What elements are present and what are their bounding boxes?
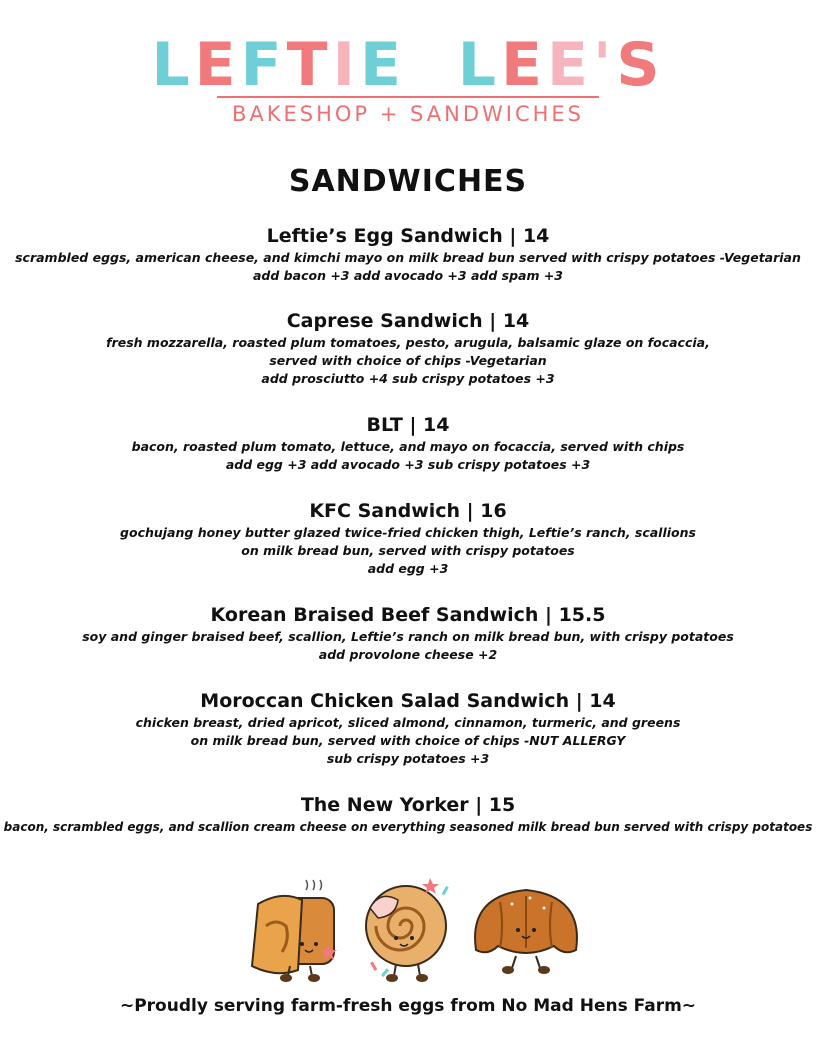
menu-item-name: Leftie’s Egg Sandwich | 14 [266, 225, 550, 247]
milk-bread-loaf-icon [252, 880, 337, 982]
menu-item-description: gochujang honey butter glazed twice-fried chicken thigh, Leftie’s ranch, scallions [120, 525, 696, 540]
footer-tagline: ~Proudly serving farm-fresh eggs from No Mad Hens Farm~ [119, 996, 697, 1016]
menu-item-description [0, 732, 816, 750]
logo-letter: F [240, 30, 287, 100]
menu-item-description: chicken breast, dried apricot, sliced almond, cinnamon, turmeric, and greens [135, 715, 681, 730]
logo-letter: I [332, 30, 360, 100]
menu-item-description: soy and ginger braised beef, scallion, Leftie’s ranch on milk bread bun, with crispy potatoes [82, 629, 734, 644]
menu-item-addons: add prosciutto +4 sub crispy potatoes +3 [261, 371, 555, 386]
menu-item-name: BLT | 14 [366, 414, 450, 436]
menu-item-addons: sub crispy potatoes +3 [326, 751, 490, 766]
menu-item-name: The New Yorker | 15 [300, 794, 516, 816]
menu-item [0, 602, 816, 664]
description-text: on milk bread bun, served with choice of chips - [190, 733, 530, 748]
menu-item-addons: add provolone cheese +2 [318, 647, 498, 662]
dietary-tag: -Vegetarian [465, 353, 547, 368]
menu-item [0, 223, 816, 285]
menu-item-name: Korean Braised Beef Sandwich | 15.5 [210, 604, 606, 626]
logo-letter: L [151, 30, 195, 100]
description-text: served with choice of chips [269, 353, 466, 368]
description-text: scrambled eggs, american cheese, and kimchi mayo on milk bread bun served with crispy potatoes [15, 250, 720, 265]
menu-item [0, 308, 816, 388]
logo-letter: E [546, 30, 593, 100]
logo-subtitle: BAKESHOP + SANDWICHES [231, 102, 585, 126]
pastry-illustrations [0, 868, 816, 988]
allergy-tag: NUT ALLERGY [529, 733, 626, 748]
menu-item-name: KFC Sandwich | 16 [309, 500, 507, 522]
logo-letter: E [500, 30, 547, 100]
menu-item-description: on milk bread bun, served with crispy potatoes [241, 543, 575, 558]
menu-item [0, 498, 816, 578]
menu-item-description [0, 249, 816, 267]
pastry-characters [0, 868, 816, 988]
logo-letter: E [359, 30, 406, 100]
logo-letter: T [286, 30, 333, 100]
menu-item-name: Caprese Sandwich | 14 [286, 310, 530, 332]
section-title: SANDWICHES [288, 164, 528, 199]
menu-item-description: bacon, roasted plum tomato, lettuce, and mayo on focaccia, served with chips [131, 439, 685, 454]
croissant-icon [475, 890, 577, 974]
logo-letter: S [616, 30, 665, 100]
menu-item-addons: add egg +3 add avocado +3 sub crispy potatoes +3 [225, 457, 591, 472]
logo-title [151, 30, 665, 100]
logo-letter: ' [592, 30, 617, 100]
menu-item [0, 792, 816, 836]
menu-item-addons: add egg +3 [367, 561, 449, 576]
cinnamon-roll-icon [366, 878, 449, 982]
menu-item-name: Moroccan Chicken Salad Sandwich | 14 [200, 690, 616, 712]
menu-item-description [0, 352, 816, 370]
menu-item [0, 412, 816, 474]
logo [0, 30, 816, 126]
logo-letter: L [457, 30, 501, 100]
menu-item-addons: add bacon +3 add avocado +3 add spam +3 [253, 268, 563, 283]
menu-item-description: fresh mozzarella, roasted plum tomatoes, pesto, arugula, balsamic glaze on focaccia, [106, 335, 710, 350]
logo-letter: E [194, 30, 241, 100]
menu-item [0, 688, 816, 768]
menu-item-description: bacon, scrambled eggs, and scallion cream cheese on everything seasoned milk bread bun served with crispy potatoes [3, 820, 813, 834]
dietary-tag: -Vegetarian [719, 250, 801, 265]
